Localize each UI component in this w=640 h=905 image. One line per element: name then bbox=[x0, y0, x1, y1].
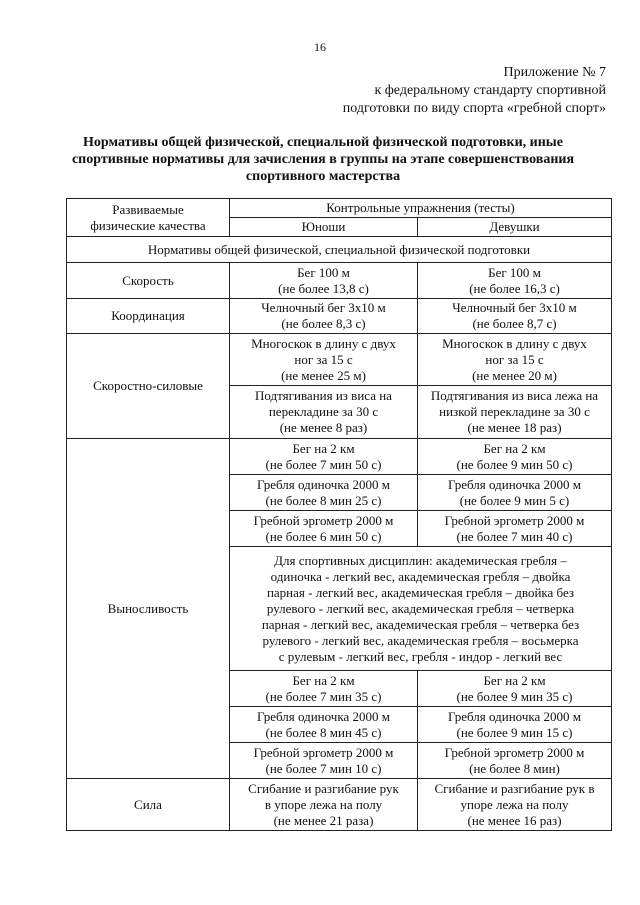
cell-text-line: перекладине за 30 с bbox=[268, 404, 379, 419]
cell-text-line: (не более 9 мин 50 с) bbox=[456, 456, 573, 472]
cell-text-line: (не менее 16 раз) bbox=[467, 812, 562, 828]
cell-text-line: (не более 13,8 с) bbox=[278, 280, 369, 296]
cell-text-line: Многоскок в длину с двух bbox=[251, 335, 396, 351]
norm-cell bbox=[230, 779, 418, 831]
cell-text-line: (не более 8 мин 45 с) bbox=[265, 724, 382, 740]
cell-text-line: рулевого - легкий вес, академическая гребля – четверка bbox=[266, 600, 575, 616]
cell-text-line: Гребля одиночка 2000 м bbox=[257, 708, 390, 724]
norm-cell bbox=[230, 671, 418, 707]
cell-text-line: Гребля одиночка 2000 м bbox=[448, 708, 581, 724]
norm-cell bbox=[230, 743, 418, 779]
quality-label: Скоростно-силовые bbox=[67, 334, 230, 439]
norm-cell bbox=[418, 743, 612, 779]
appendix-line: к федеральному стандарту спортивной bbox=[374, 83, 606, 98]
cell-text-line: (не менее 18 раз) bbox=[467, 420, 562, 435]
cell-text-line: Подтягивания из виса на bbox=[255, 388, 392, 403]
cell-text-line: упоре лежа на полу bbox=[460, 796, 569, 812]
cell-text-line: парная - легкий вес, академическая гребля – двойка без bbox=[266, 584, 575, 600]
norm-cell bbox=[418, 511, 612, 547]
cell-text-line: (не менее 8 раз) bbox=[279, 420, 368, 435]
cell-text-line: Гребной эргометр 2000 м bbox=[253, 744, 394, 760]
norm-cell bbox=[230, 386, 418, 439]
cell-text-line: Гребной эргометр 2000 м bbox=[253, 512, 394, 528]
norm-cell bbox=[418, 707, 612, 743]
cell-text-line: Бег на 2 км bbox=[483, 672, 546, 688]
cell-text-line: Гребной эргометр 2000 м bbox=[444, 744, 585, 760]
cell-text-line: (не более 8,3 с) bbox=[281, 316, 366, 331]
header-qualities bbox=[67, 199, 230, 237]
cell-text-line: Сгибание и разгибание рук bbox=[248, 780, 399, 796]
norm-cell bbox=[418, 779, 612, 831]
cell-text-line: Челночный бег 3х10 м bbox=[261, 300, 386, 315]
title-line: спортивного мастерства bbox=[245, 169, 401, 184]
table-row bbox=[67, 299, 612, 334]
cell-text-line: (не более 8 мин 25 с) bbox=[265, 492, 382, 508]
cell-text-line: (не более 9 мин 35 с) bbox=[456, 688, 573, 704]
cell-text-line: (не более 8,7 с) bbox=[472, 316, 557, 331]
cell-text-line: (не менее 21 раза) bbox=[273, 812, 374, 828]
table-row bbox=[67, 439, 612, 475]
cell-text-line: Гребной эргометр 2000 м bbox=[444, 512, 585, 528]
norm-cell bbox=[230, 299, 418, 334]
quality-label: Сила bbox=[67, 779, 230, 831]
norm-cell bbox=[230, 475, 418, 511]
cell-text-line: (не более 7 мин 10 с) bbox=[265, 760, 382, 776]
table-row bbox=[67, 779, 612, 831]
cell-text-line: Челночный бег 3х10 м bbox=[452, 300, 577, 315]
norm-cell bbox=[230, 707, 418, 743]
cell-text-line: Для спортивных дисциплин: академическая гребля – bbox=[274, 552, 567, 568]
quality-label: Скорость bbox=[67, 263, 230, 299]
cell-text-line: Подтягивания из виса лежа на bbox=[430, 388, 599, 403]
header-text: Развиваемые bbox=[112, 201, 184, 217]
cell-text-line: (не более 7 мин 50 с) bbox=[265, 456, 382, 472]
cell-text-line: ног за 15 с bbox=[294, 351, 353, 367]
norm-cell bbox=[418, 263, 612, 299]
page-number: 16 bbox=[314, 40, 326, 54]
table-row bbox=[67, 263, 612, 299]
cell-text-line: (не менее 20 м) bbox=[472, 367, 557, 383]
cell-text-line: Бег на 2 км bbox=[483, 440, 546, 456]
appendix-line: подготовки по виду спорта «гребной спорт» bbox=[342, 101, 606, 116]
norm-cell bbox=[418, 671, 612, 707]
title-line: спортивные нормативы для зачисления в группы на этапе совершенствования bbox=[71, 152, 575, 167]
header-boys: Юноши bbox=[230, 218, 418, 237]
cell-text-line: рулевого - легкий вес, академическая гребля – восьмерка bbox=[262, 632, 579, 648]
norms-table bbox=[66, 198, 612, 831]
norm-cell bbox=[230, 334, 418, 386]
document-title bbox=[40, 134, 606, 185]
appendix-line: Приложение № 7 bbox=[503, 65, 606, 80]
cell-text-line: Бег на 2 км bbox=[292, 672, 355, 688]
appendix-heading bbox=[276, 64, 606, 118]
disciplines-note bbox=[230, 547, 612, 671]
quality-label: Координация bbox=[67, 299, 230, 334]
cell-text-line: Гребля одиночка 2000 м bbox=[448, 476, 581, 492]
cell-text-line: Бег 100 м bbox=[297, 264, 350, 280]
section-title: Нормативы общей физической, специальной физической подготовки bbox=[67, 237, 612, 263]
norm-cell bbox=[230, 511, 418, 547]
title-line: Нормативы общей физической, специальной физической подготовки, иные bbox=[83, 135, 563, 150]
header-text: физические качества bbox=[90, 217, 206, 233]
norm-cell bbox=[230, 439, 418, 475]
cell-text-line: ног за 15 с bbox=[485, 351, 544, 367]
cell-text-line: (не более 9 мин 15 с) bbox=[456, 724, 573, 740]
norm-cell bbox=[418, 386, 612, 439]
cell-text-line: Бег на 2 км bbox=[292, 440, 355, 456]
cell-text-line: (не более 16,3 с) bbox=[469, 280, 560, 296]
cell-text-line: (не более 6 мин 50 с) bbox=[265, 528, 382, 544]
cell-text-line: Гребля одиночка 2000 м bbox=[257, 476, 390, 492]
norm-cell bbox=[418, 334, 612, 386]
norm-cell bbox=[418, 439, 612, 475]
cell-text-line: (не более 7 мин 35 с) bbox=[265, 688, 382, 704]
cell-text-line: Сгибание и разгибание рук в bbox=[434, 780, 595, 796]
norm-cell bbox=[418, 475, 612, 511]
header-girls: Девушки bbox=[418, 218, 612, 237]
norm-cell bbox=[418, 299, 612, 334]
cell-text-line: (не более 9 мин 5 с) bbox=[459, 492, 570, 508]
cell-text-line: Многоскок в длину с двух bbox=[442, 335, 587, 351]
section-row bbox=[67, 237, 612, 263]
table-header-row bbox=[67, 199, 612, 218]
cell-text-line: низкой перекладине за 30 с bbox=[439, 404, 590, 419]
cell-text-line: Бег 100 м bbox=[488, 264, 541, 280]
cell-text-line: (не более 7 мин 40 с) bbox=[456, 528, 573, 544]
cell-text-line: в упоре лежа на полу bbox=[264, 796, 383, 812]
quality-label: Выносливость bbox=[67, 439, 230, 779]
cell-text-line: одиночка - легкий вес, академическая гребля – двойка bbox=[270, 568, 571, 584]
cell-text-line: (не более 8 мин) bbox=[469, 760, 560, 776]
table-row bbox=[67, 334, 612, 386]
header-exercises: Контрольные упражнения (тесты) bbox=[230, 199, 612, 218]
cell-text-line: с рулевым - легкий вес, гребля - индор - легкий вес bbox=[278, 648, 563, 664]
norm-cell bbox=[230, 263, 418, 299]
cell-text-line: парная - легкий вес, академическая гребля – четверка без bbox=[261, 616, 580, 632]
cell-text-line: (не менее 25 м) bbox=[281, 367, 366, 383]
